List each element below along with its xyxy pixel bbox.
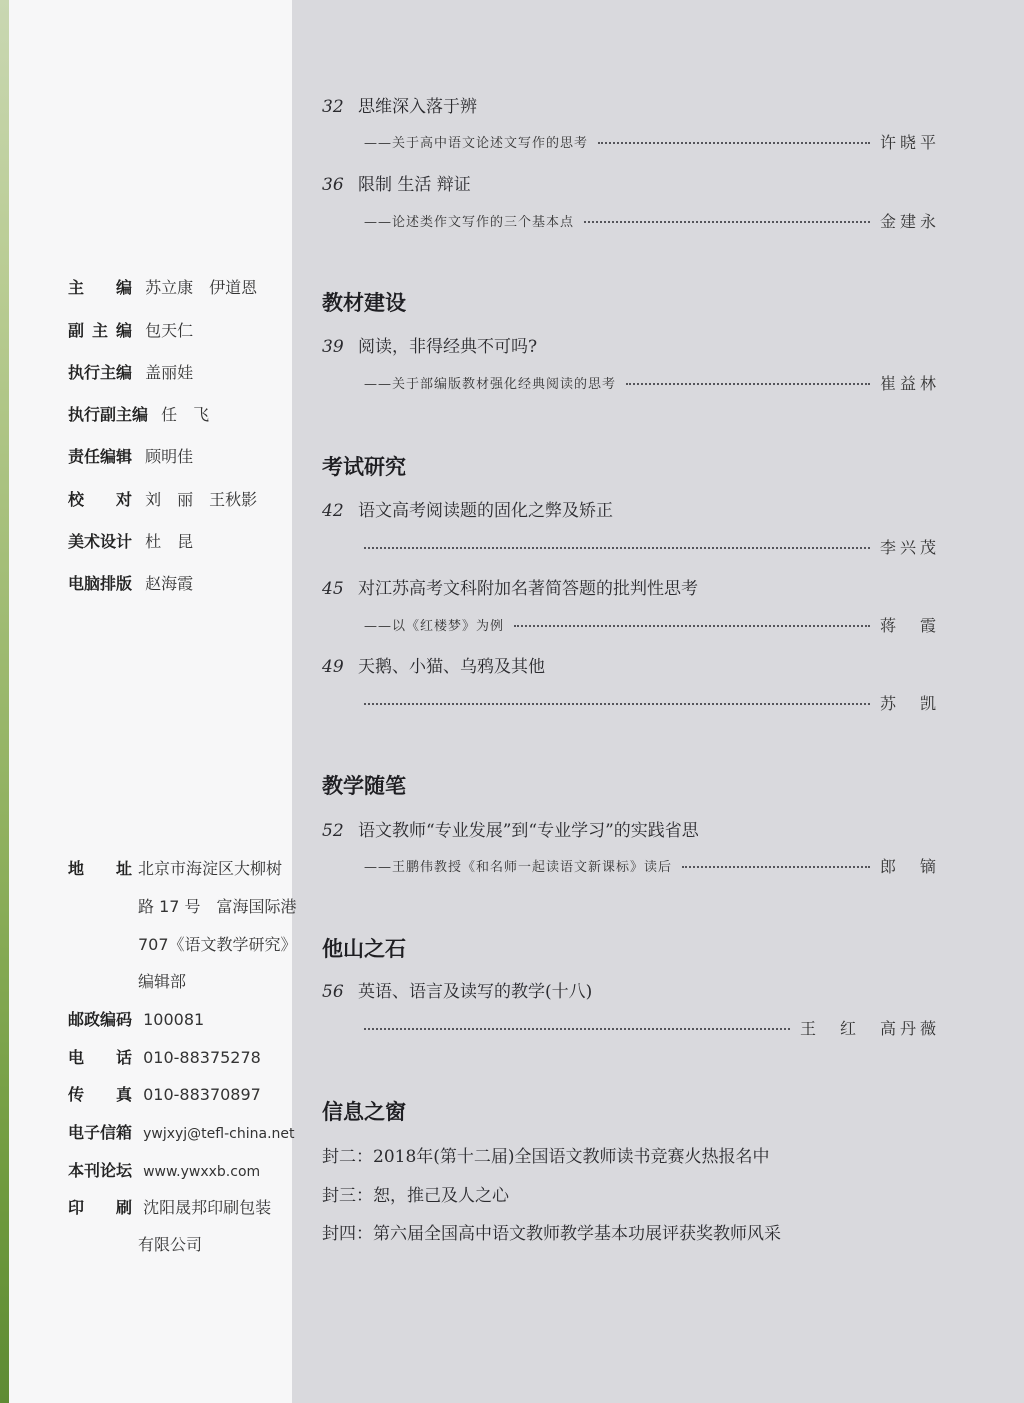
staff-label: 责任编辑 (68, 447, 133, 466)
staff-value: 包天仁 (145, 321, 194, 340)
article-author: 苏 凯 (879, 693, 940, 713)
article-author: 蒋 霞 (879, 615, 940, 635)
page-number: 32 (322, 97, 344, 117)
leader-dots (626, 383, 870, 385)
page-number: 49 (322, 657, 344, 677)
staff-value: 顾明佳 (145, 447, 194, 466)
printer-line-2: 有限公司 (138, 1235, 203, 1254)
article-subtitle: ——论述类作文写作的三个基本点 (364, 214, 575, 230)
article-title (322, 652, 545, 677)
article-subtitle: ——王鹏伟教授《和名师一起读语文新课标》读后 (364, 859, 673, 875)
staff-value: 苏立康 伊道恩 (145, 278, 258, 297)
article-author: 李兴茂 (879, 537, 940, 557)
contact-row-postcode (68, 1007, 204, 1030)
contact-row-phone (68, 1045, 261, 1068)
article-title-text: 思维深入落于辨 (358, 97, 477, 117)
contact-address-label-row (68, 856, 132, 879)
leader-dots (598, 142, 870, 144)
staff-row-responsible-editor (68, 444, 193, 467)
article-title-text: 限制 生活 辩证 (358, 175, 471, 195)
staff-value: 任 飞 (161, 405, 210, 424)
contact-row-email (68, 1120, 295, 1143)
staff-label: 主 编 (68, 278, 133, 297)
article-byline (364, 535, 940, 557)
leader-dots (364, 547, 870, 549)
article-author: 许晓平 (879, 132, 940, 152)
staff-label: 电脑排版 (68, 574, 133, 593)
article-byline (364, 1016, 940, 1038)
staff-row-executive-chief (68, 360, 193, 383)
article-title-text: 语文高考阅读题的固化之弊及矫正 (358, 501, 613, 521)
article-title-text: 语文教师“专业发展”到“专业学习”的实践省思 (358, 821, 699, 841)
article-title (322, 977, 592, 1002)
staff-label: 副 主 编 (68, 321, 132, 340)
address-line: 北京市海淀区大柳树 (138, 859, 283, 878)
contact-label: 传 真 (68, 1085, 133, 1104)
article-title-text: 对江苏高考文科附加名著简答题的批判性思考 (358, 579, 698, 599)
article-author: 王 红 高丹薇 (799, 1018, 940, 1038)
staff-row-typesetting (68, 571, 193, 594)
staff-value: 刘 丽 王秋影 (145, 490, 258, 509)
leader-dots (514, 625, 870, 627)
staff-label: 校 对 (68, 490, 133, 509)
article-author: 金建永 (879, 211, 940, 231)
page-number: 52 (322, 821, 344, 841)
page-number: 39 (322, 337, 344, 357)
article-byline (364, 130, 940, 152)
page-number: 36 (322, 175, 344, 195)
address-line: 编辑部 (138, 972, 187, 991)
article-title-text: 阅读，非得经典不可吗? (358, 337, 538, 357)
article-title-text: 英语、语言及读写的教学(十八) (358, 982, 593, 1002)
article-author: 郎 镝 (879, 856, 940, 876)
article-title (322, 574, 698, 599)
contact-value: 010-88370897 (143, 1085, 261, 1104)
contact-label: 电 话 (68, 1048, 133, 1067)
article-subtitle: ——关于部编版教材强化经典阅读的思考 (364, 376, 617, 392)
article-title (322, 332, 537, 357)
contact-label: 电子信箱 (68, 1123, 133, 1142)
staff-value: 赵海霞 (145, 574, 194, 593)
article-title (322, 816, 699, 841)
masthead-panel (0, 0, 295, 1403)
page-number: 45 (322, 579, 344, 599)
staff-value: 杜 昆 (145, 532, 194, 551)
article-author: 崔益林 (879, 373, 940, 393)
page-number: 42 (322, 501, 344, 521)
address-line: 707《语文教学研究》 (138, 935, 297, 954)
contact-value: ywjxyj@tefl-china.net (143, 1126, 295, 1142)
contact-value: 100081 (143, 1010, 205, 1029)
staff-row-deputy-chief (68, 318, 193, 341)
article-title (322, 170, 471, 195)
section-title: 信息之窗 (322, 1100, 406, 1124)
article-subtitle: ——关于高中语文论述文写作的思考 (364, 135, 589, 151)
article-subtitle: ——以《红楼梦》为例 (364, 618, 505, 634)
leader-dots (364, 1028, 790, 1030)
staff-value: 盖丽娃 (145, 363, 194, 382)
article-byline (364, 371, 940, 393)
article-byline (364, 691, 940, 713)
contact-row-fax (68, 1082, 261, 1105)
cover-item: 封四：第六届全国高中语文教师教学基本功展评获奖教师风采 (322, 1224, 781, 1244)
article-byline (364, 613, 940, 635)
section-title: 考试研究 (322, 455, 406, 479)
contact-label: 本刊论坛 (68, 1161, 133, 1180)
section-title: 他山之石 (322, 937, 406, 961)
contact-value: 沈阳晟邦印刷包装 (143, 1198, 272, 1217)
staff-row-proofreader (68, 487, 257, 510)
leader-dots (584, 221, 870, 223)
staff-label: 执行副主编 (68, 405, 149, 424)
leader-dots (682, 866, 870, 868)
section-title: 教材建设 (322, 291, 406, 315)
cover-item: 封二：2018年(第十二届)全国语文教师读书竞赛火热报名中 (322, 1147, 770, 1167)
page-number: 56 (322, 982, 344, 1002)
section-title: 教学随笔 (322, 774, 406, 798)
contact-label: 印 刷 (68, 1198, 133, 1217)
address-line: 路 17 号 富海国际港 (138, 897, 297, 916)
article-title (322, 92, 477, 117)
article-byline (364, 854, 940, 876)
contact-row-printer (68, 1195, 271, 1218)
contact-value: www.ywxxb.com (143, 1164, 261, 1180)
staff-row-chief-editor (68, 275, 257, 298)
contact-row-forum (68, 1158, 260, 1181)
contact-label: 地 址 (68, 859, 133, 878)
article-title (322, 496, 613, 521)
staff-row-executive-deputy (68, 402, 209, 425)
contact-value: 010-88375278 (143, 1048, 261, 1067)
staff-label: 执行主编 (68, 363, 133, 382)
contact-label: 邮政编码 (68, 1010, 133, 1029)
leader-dots (364, 703, 870, 705)
cover-item: 封三：恕，推己及人之心 (322, 1186, 509, 1206)
staff-row-art-design (68, 529, 193, 552)
article-title-text: 天鹅、小猫、乌鸦及其他 (358, 657, 545, 677)
cover-edge-strip (0, 0, 9, 1403)
article-byline (364, 209, 940, 231)
staff-label: 美术设计 (68, 532, 133, 551)
